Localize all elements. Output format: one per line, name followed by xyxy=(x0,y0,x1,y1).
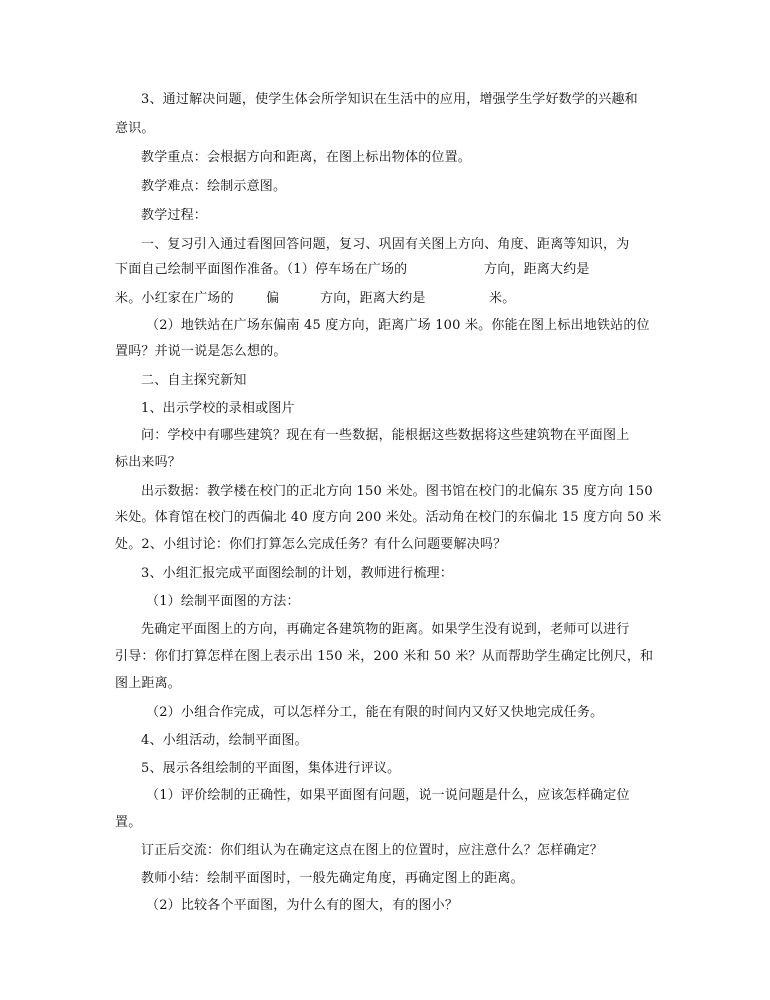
text-segment: 偏 xyxy=(266,291,280,306)
text-segment: 米。 xyxy=(489,291,516,306)
text-line: 意识。 xyxy=(115,121,155,136)
text-line: 教师小结：绘制平面图时，一般先确定角度，再确定图上的距离。 xyxy=(141,871,524,886)
text-line: 引导：你们打算怎样在图上表示出 150 米，200 米和 50 米？从而帮助学生确定比例尺，和 xyxy=(115,649,654,664)
text-line: 3、通过解决问题，使学生体会所学知识在生活中的应用，增强学生学好数学的兴趣和 xyxy=(141,92,638,107)
text-line: 教学重点：会根据方向和距离，在图上标出物体的位置。 xyxy=(141,150,472,165)
text-line: 4、小组活动，绘制平面图。 xyxy=(141,733,308,748)
text-line: 标出来吗？ xyxy=(115,455,182,470)
text-line: 米处。体育馆在校门的西偏北 40 度方向 200 米处。活动角在校门的东偏北 15 度方向 50 米 xyxy=(115,510,662,525)
section-heading: 二、自主探究新知 xyxy=(141,373,247,388)
text-line: 1、出示学校的录相或图片 xyxy=(141,401,295,416)
text-line: 置。 xyxy=(115,815,142,830)
text-line: 处。2、小组讨论：你们打算怎么完成任务？有什么问题要解决吗？ xyxy=(115,537,507,552)
text-line: 教学难点：绘制示意图。 xyxy=(141,179,287,194)
text-line: 订正后交流：你们组认为在确定这点在图上的位置时，应注意什么？怎样确定？ xyxy=(141,843,604,858)
text-line: 图上距离。 xyxy=(115,676,182,691)
text-line: 5、展示各组绘制的平面图，集体进行评议。 xyxy=(141,761,401,776)
text-line: 3、小组汇报完成平面图绘制的计划，教师进行梳理： xyxy=(141,566,454,581)
text-line: 先确定平面图上的方向，再确定各建筑物的距离。如果学生没有说到，老师可以进行 xyxy=(141,622,630,637)
text-line: 问：学校中有哪些建筑？现在有一些数据，能根据这些数据将这些建筑物在平面图上 xyxy=(141,428,630,443)
text-segment: 方向，距离大约是 xyxy=(484,262,590,277)
text-line: 出示数据：教学楼在校门的正北方向 150 米处。图书馆在校门的北偏东 35 度方向 150 xyxy=(141,484,653,499)
text-line: （2）小组合作完成，可以怎样分工，能在有限的时间内又好又快地完成任务。 xyxy=(146,705,604,720)
text-segment: 下面自己绘制平面图作准备。（1）停车场在广场的 xyxy=(115,262,408,277)
text-segment: 米。小红家在广场的 xyxy=(115,291,234,306)
text-line: （1）绘制平面图的方法： xyxy=(146,594,300,609)
text-line: 一、复习引入通过看图回答问题，复习、巩固有关图上方向、角度、距离等知识，为 xyxy=(141,237,630,252)
text-line: 教学过程： xyxy=(141,208,208,223)
text-line: （2）比较各个平面图，为什么有的图大，有的图小？ xyxy=(146,898,459,913)
text-line: （2）地铁站在广场东偏南 45 度方向，距离广场 100 米。你能在图上标出地铁站的位 xyxy=(146,318,650,333)
text-line: 置吗？并说一说是怎么想的。 xyxy=(115,344,287,359)
text-line: （1）评价绘制的正确性，如果平面图有问题，说一说问题是什么，应该怎样确定位 xyxy=(146,788,630,803)
text-segment: 方向，距离大约是 xyxy=(320,291,426,306)
